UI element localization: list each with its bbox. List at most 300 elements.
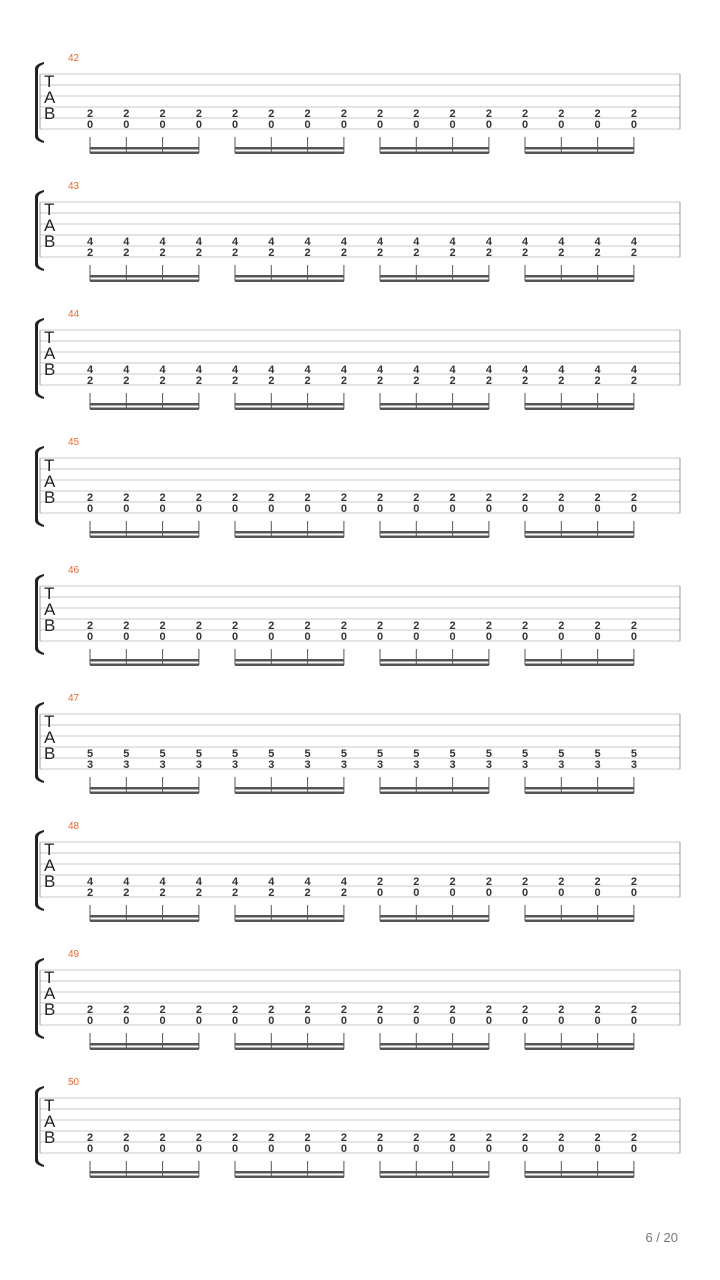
fret-number: 2	[449, 492, 456, 504]
measure-number: 50	[68, 1077, 80, 1088]
fret-number: 2	[268, 1132, 275, 1144]
fret-number: 0	[449, 119, 456, 131]
tab-clef-letter: T	[44, 72, 55, 91]
fret-number: 2	[268, 887, 275, 899]
fret-number: 2	[449, 108, 456, 120]
fret-number: 4	[413, 364, 420, 376]
fret-number: 2	[449, 375, 456, 387]
fret-number: 2	[558, 1132, 565, 1144]
note-beam	[90, 920, 199, 923]
tab-clef-letter: T	[44, 200, 55, 219]
fret-number: 2	[195, 1004, 202, 1016]
fret-number: 5	[123, 748, 130, 760]
note-beam	[235, 531, 344, 534]
fret-number: 2	[413, 1004, 420, 1016]
fret-number: 0	[485, 1015, 492, 1027]
note-beam	[380, 280, 489, 283]
fret-number: 2	[485, 375, 492, 387]
fret-number: 2	[268, 108, 275, 120]
note-beam	[90, 275, 199, 278]
fret-number: 2	[340, 887, 347, 899]
fret-number: 4	[304, 236, 311, 248]
tab-clef-letter: B	[44, 1000, 56, 1019]
tab-system	[35, 565, 680, 666]
fret-number: 2	[304, 375, 311, 387]
fret-number: 2	[231, 492, 239, 504]
fret-number: 0	[558, 1143, 565, 1155]
note-beam	[525, 536, 634, 539]
note-beam	[235, 1171, 344, 1174]
fret-number: 2	[413, 876, 420, 888]
fret-number: 0	[413, 503, 420, 515]
fret-number: 2	[268, 375, 275, 387]
fret-number: 2	[521, 620, 529, 632]
fret-number: 2	[413, 108, 420, 120]
measure-number: 46	[68, 565, 80, 576]
fret-number: 2	[195, 108, 202, 120]
fret-number: 2	[376, 492, 384, 504]
fret-number: 4	[413, 236, 420, 248]
fret-number: 2	[521, 876, 529, 888]
fret-number: 2	[159, 375, 166, 387]
fret-number: 2	[231, 1132, 239, 1144]
fret-number: 5	[86, 748, 94, 760]
fret-number: 4	[485, 364, 492, 376]
fret-number: 0	[594, 1143, 601, 1155]
fret-number: 0	[413, 887, 420, 899]
fret-number: 2	[630, 876, 637, 888]
fret-number: 0	[485, 631, 492, 643]
fret-number: 2	[376, 108, 384, 120]
fret-number: 5	[594, 748, 601, 760]
fret-number: 4	[123, 364, 130, 376]
fret-number: 3	[304, 759, 311, 771]
note-beam	[90, 403, 199, 406]
fret-number: 2	[594, 1132, 601, 1144]
fret-number: 0	[521, 887, 529, 899]
fret-number: 2	[86, 108, 94, 120]
fret-number: 4	[304, 876, 311, 888]
fret-number: 0	[231, 119, 239, 131]
fret-number: 0	[159, 1015, 166, 1027]
fret-number: 0	[558, 503, 565, 515]
note-beam	[90, 408, 199, 411]
fret-number: 0	[195, 1015, 202, 1027]
fret-number: 0	[449, 1143, 456, 1155]
fret-number: 2	[86, 620, 94, 632]
fret-number: 0	[123, 503, 130, 515]
fret-number: 4	[449, 364, 456, 376]
tab-clef-letter: A	[44, 216, 56, 235]
fret-number: 2	[521, 1132, 529, 1144]
fret-number: 4	[123, 876, 130, 888]
fret-number: 2	[231, 1004, 239, 1016]
fret-number: 2	[376, 1004, 384, 1016]
note-beam	[235, 1048, 344, 1051]
fret-number: 2	[340, 247, 347, 259]
note-beam	[90, 152, 199, 155]
note-beam	[525, 1171, 634, 1174]
fret-number: 0	[485, 887, 492, 899]
tab-system	[35, 1077, 680, 1178]
page-number: 6 / 20	[645, 1230, 678, 1245]
fret-number: 2	[594, 492, 601, 504]
fret-number: 5	[449, 748, 456, 760]
fret-number: 2	[340, 108, 347, 120]
note-beam	[380, 403, 489, 406]
note-beam	[235, 536, 344, 539]
fret-number: 2	[86, 247, 94, 259]
fret-number: 2	[485, 108, 492, 120]
fret-number: 0	[376, 119, 384, 131]
fret-number: 0	[159, 1143, 166, 1155]
fret-number: 3	[630, 759, 637, 771]
fret-number: 5	[195, 748, 202, 760]
note-beam	[380, 1176, 489, 1179]
tab-clef-letter: B	[44, 1128, 56, 1147]
fret-number: 4	[558, 364, 565, 376]
note-beam	[380, 792, 489, 795]
fret-number: 3	[340, 759, 347, 771]
fret-number: 0	[376, 503, 384, 515]
fret-number: 2	[123, 375, 130, 387]
fret-number: 0	[558, 119, 565, 131]
fret-number: 2	[123, 887, 130, 899]
fret-number: 2	[485, 1004, 492, 1016]
fret-number: 0	[231, 1015, 239, 1027]
fret-number: 2	[304, 887, 311, 899]
fret-number: 5	[159, 748, 166, 760]
fret-number: 0	[123, 1143, 130, 1155]
note-beam	[90, 659, 199, 662]
note-beam	[525, 920, 634, 923]
fret-number: 2	[86, 1132, 94, 1144]
fret-number: 0	[123, 119, 130, 131]
fret-number: 2	[630, 247, 637, 259]
fret-number: 0	[195, 1143, 202, 1155]
fret-number: 0	[86, 1015, 94, 1027]
note-beam	[235, 915, 344, 918]
tab-clef-letter: A	[44, 600, 56, 619]
fret-number: 2	[304, 492, 311, 504]
fret-number: 5	[268, 748, 275, 760]
note-beam	[380, 147, 489, 150]
fret-number: 4	[340, 236, 347, 248]
fret-number: 2	[195, 247, 202, 259]
measure-number: 45	[68, 437, 80, 448]
fret-number: 0	[485, 1143, 492, 1155]
fret-number: 2	[449, 620, 456, 632]
fret-number: 3	[413, 759, 420, 771]
fret-number: 3	[268, 759, 275, 771]
fret-number: 0	[304, 503, 311, 515]
fret-number: 0	[304, 1015, 311, 1027]
fret-number: 2	[413, 492, 420, 504]
fret-number: 3	[159, 759, 166, 771]
fret-number: 4	[340, 876, 347, 888]
fret-number: 2	[558, 876, 565, 888]
note-beam	[235, 792, 344, 795]
fret-number: 2	[376, 620, 384, 632]
note-beam	[525, 531, 634, 534]
fret-number: 0	[630, 887, 637, 899]
fret-number: 2	[123, 492, 130, 504]
fret-number: 0	[630, 1015, 637, 1027]
fret-number: 0	[558, 631, 565, 643]
fret-number: 4	[159, 236, 166, 248]
fret-number: 2	[594, 375, 601, 387]
note-beam	[235, 275, 344, 278]
note-beam	[525, 664, 634, 667]
fret-number: 2	[630, 620, 637, 632]
fret-number: 2	[521, 492, 529, 504]
fret-number: 0	[558, 1015, 565, 1027]
fret-number: 0	[558, 887, 565, 899]
fret-number: 2	[268, 620, 275, 632]
fret-number: 0	[594, 503, 601, 515]
fret-number: 3	[521, 759, 529, 771]
note-beam	[235, 147, 344, 150]
note-beam	[90, 664, 199, 667]
fret-number: 4	[521, 236, 529, 248]
fret-number: 2	[340, 492, 347, 504]
fret-number: 4	[86, 364, 94, 376]
note-beam	[525, 147, 634, 150]
note-beam	[380, 536, 489, 539]
fret-number: 4	[630, 236, 637, 248]
fret-number: 2	[630, 375, 637, 387]
tab-system	[35, 949, 680, 1050]
tab-clef-letter: B	[44, 360, 56, 379]
tab-clef-letter: T	[44, 1096, 55, 1115]
fret-number: 0	[594, 119, 601, 131]
fret-number: 0	[521, 503, 529, 515]
note-beam	[525, 280, 634, 283]
note-beam	[380, 920, 489, 923]
fret-number: 2	[159, 620, 166, 632]
fret-number: 0	[123, 631, 130, 643]
fret-number: 4	[195, 876, 202, 888]
fret-number: 5	[231, 748, 239, 760]
fret-number: 2	[231, 375, 239, 387]
fret-number: 4	[594, 364, 601, 376]
fret-number: 2	[340, 375, 347, 387]
tab-clef-letter: A	[44, 1112, 56, 1131]
fret-number: 2	[558, 1004, 565, 1016]
fret-number: 0	[449, 503, 456, 515]
fret-number: 2	[413, 1132, 420, 1144]
note-beam	[525, 1176, 634, 1179]
note-beam	[235, 403, 344, 406]
note-beam	[380, 1171, 489, 1174]
note-beam	[235, 408, 344, 411]
note-beam	[380, 408, 489, 411]
note-beam	[380, 1048, 489, 1051]
fret-number: 5	[521, 748, 529, 760]
fret-number: 4	[268, 876, 275, 888]
note-beam	[90, 536, 199, 539]
tab-clef-letter: B	[44, 232, 56, 251]
note-beam	[90, 1048, 199, 1051]
fret-number: 4	[195, 236, 202, 248]
fret-number: 0	[340, 503, 347, 515]
tab-clef-letter: A	[44, 984, 56, 1003]
fret-number: 2	[340, 620, 347, 632]
fret-number: 0	[268, 1143, 275, 1155]
tab-system	[35, 821, 680, 922]
tab-clef-letter: T	[44, 968, 55, 987]
tab-clef-letter: T	[44, 328, 55, 347]
fret-number: 2	[231, 887, 239, 899]
note-beam	[525, 408, 634, 411]
fret-number: 5	[340, 748, 347, 760]
note-beam	[380, 659, 489, 662]
note-beam	[235, 152, 344, 155]
note-beam	[90, 531, 199, 534]
tab-system	[35, 309, 680, 410]
fret-number: 2	[558, 620, 565, 632]
tab-clef-letter: B	[44, 616, 56, 635]
tab-clef-letter: T	[44, 840, 55, 859]
note-beam	[90, 787, 199, 790]
fret-number: 2	[630, 1004, 637, 1016]
note-beam	[90, 1043, 199, 1046]
fret-number: 4	[159, 364, 166, 376]
fret-number: 4	[521, 364, 529, 376]
fret-number: 0	[268, 119, 275, 131]
fret-number: 2	[159, 1132, 166, 1144]
fret-number: 0	[195, 631, 202, 643]
fret-number: 2	[521, 247, 529, 259]
fret-number: 0	[413, 631, 420, 643]
fret-number: 3	[123, 759, 130, 771]
note-beam	[90, 792, 199, 795]
note-beam	[525, 659, 634, 662]
fret-number: 2	[123, 108, 130, 120]
tab-system	[35, 693, 680, 794]
fret-number: 0	[86, 631, 94, 643]
fret-number: 3	[594, 759, 601, 771]
fret-number: 0	[630, 503, 637, 515]
fret-number: 2	[485, 247, 492, 259]
fret-number: 3	[376, 759, 384, 771]
fret-number: 0	[268, 1015, 275, 1027]
fret-number: 2	[449, 876, 456, 888]
tab-clef-letter: A	[44, 344, 56, 363]
fret-number: 0	[195, 119, 202, 131]
fret-number: 5	[630, 748, 637, 760]
fret-number: 0	[340, 1015, 347, 1027]
fret-number: 2	[268, 1004, 275, 1016]
note-beam	[235, 787, 344, 790]
fret-number: 2	[86, 1004, 94, 1016]
note-beam	[525, 792, 634, 795]
fret-number: 0	[304, 119, 311, 131]
fret-number: 0	[159, 119, 166, 131]
note-beam	[380, 787, 489, 790]
fret-number: 2	[485, 492, 492, 504]
note-beam	[525, 915, 634, 918]
note-beam	[235, 664, 344, 667]
fret-number: 4	[86, 236, 94, 248]
fret-number: 0	[413, 119, 420, 131]
fret-number: 2	[304, 620, 311, 632]
fret-number: 4	[485, 236, 492, 248]
measure-number: 48	[68, 821, 80, 832]
fret-number: 2	[195, 620, 202, 632]
measure-number: 44	[68, 309, 80, 320]
note-beam	[235, 659, 344, 662]
note-beam	[235, 920, 344, 923]
fret-number: 2	[231, 620, 239, 632]
fret-number: 2	[521, 375, 529, 387]
fret-number: 2	[159, 108, 166, 120]
fret-number: 2	[376, 876, 384, 888]
fret-number: 4	[123, 236, 130, 248]
note-beam	[380, 915, 489, 918]
tab-clef-letter: A	[44, 472, 56, 491]
fret-number: 5	[485, 748, 492, 760]
tab-clef-letter: A	[44, 728, 56, 747]
fret-number: 2	[86, 375, 94, 387]
note-beam	[525, 403, 634, 406]
fret-number: 0	[86, 1143, 94, 1155]
fret-number: 2	[195, 375, 202, 387]
fret-number: 4	[304, 364, 311, 376]
fret-number: 2	[630, 492, 637, 504]
measure-number: 43	[68, 181, 80, 192]
note-beam	[380, 531, 489, 534]
fret-number: 0	[304, 631, 311, 643]
note-beam	[90, 1176, 199, 1179]
fret-number: 2	[449, 247, 456, 259]
fret-number: 3	[558, 759, 565, 771]
note-beam	[525, 275, 634, 278]
fret-number: 2	[123, 620, 130, 632]
fret-number: 2	[521, 1004, 529, 1016]
fret-number: 2	[159, 492, 166, 504]
fret-number: 2	[268, 247, 275, 259]
note-beam	[380, 275, 489, 278]
fret-number: 0	[195, 503, 202, 515]
fret-number: 4	[558, 236, 565, 248]
measure-number: 42	[68, 53, 80, 64]
fret-number: 0	[231, 1143, 239, 1155]
fret-number: 4	[594, 236, 601, 248]
fret-number: 2	[123, 1132, 130, 1144]
fret-number: 0	[594, 631, 601, 643]
fret-number: 0	[594, 1015, 601, 1027]
fret-number: 3	[195, 759, 202, 771]
fret-number: 0	[376, 1015, 384, 1027]
fret-number: 2	[594, 1004, 601, 1016]
fret-number: 5	[376, 748, 384, 760]
fret-number: 2	[159, 887, 166, 899]
fret-number: 2	[123, 247, 130, 259]
fret-number: 2	[485, 620, 492, 632]
tab-clef-letter: T	[44, 712, 55, 731]
tab-clef-letter: T	[44, 456, 55, 475]
fret-number: 2	[376, 247, 384, 259]
fret-number: 0	[630, 119, 637, 131]
tab-clef-letter: B	[44, 744, 56, 763]
fret-number: 0	[630, 631, 637, 643]
fret-number: 2	[340, 1132, 347, 1144]
fret-number: 2	[231, 108, 239, 120]
fret-number: 4	[268, 364, 275, 376]
fret-number: 0	[268, 631, 275, 643]
fret-number: 2	[159, 1004, 166, 1016]
